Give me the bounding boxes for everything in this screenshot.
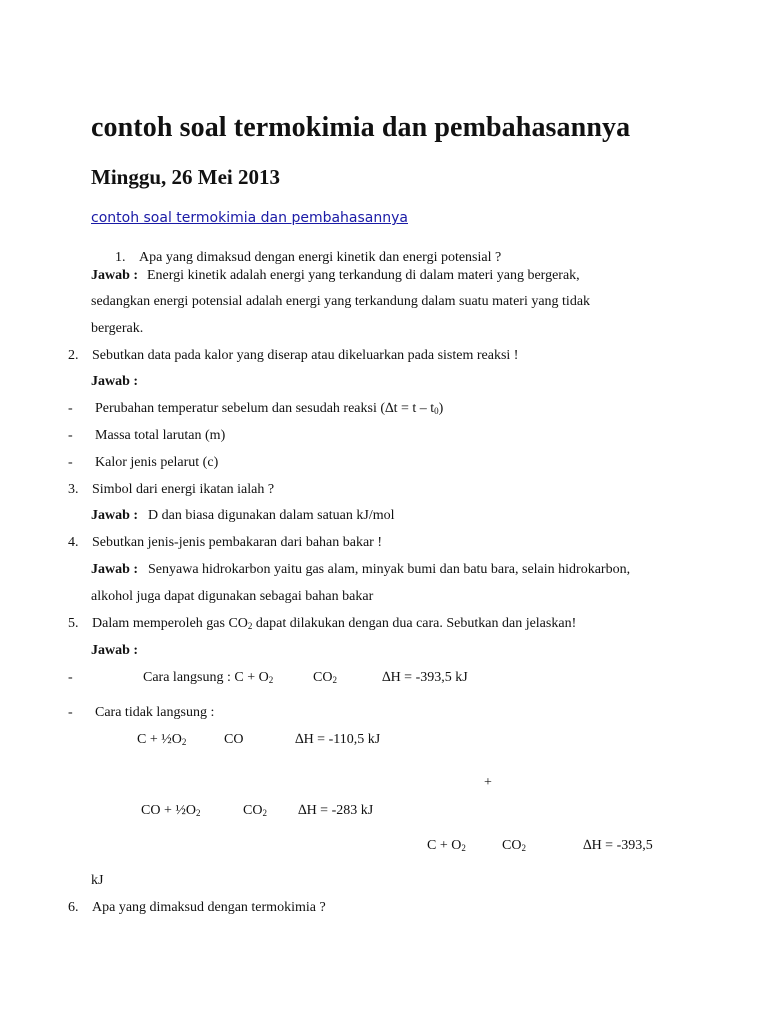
q2-item-heat: Kalor jenis pelarut (c) (95, 455, 219, 470)
q4-answer-line-1: Senyawa hidrokarbon yaitu gas alam, minyak bumi dan batu bara, selain hidrokarbon, (148, 562, 631, 577)
q5-number: 5. (68, 616, 79, 631)
reaction-2-lhs-sub: 2 (195, 808, 201, 818)
q4-jawab-label: Jawab : (91, 562, 139, 577)
reaction-3-product-sub: 2 (521, 843, 526, 853)
reaction-3-lhs-sub: 2 (461, 843, 466, 853)
q1-number: 1. (115, 250, 126, 265)
q5-text (92, 615, 576, 633)
cara-tidak-langsung-label: Cara tidak langsung : (95, 705, 215, 720)
title-link[interactable]: contoh soal termokimia dan pembahasannya (91, 210, 408, 226)
q2-item-temperature-close: ) (438, 401, 444, 416)
q2-jawab-label: Jawab : (91, 374, 139, 389)
q4-text: Sebutkan jenis-jenis pembakaran dari bahan bakar ! (92, 535, 383, 550)
q5-text-sub: 2 (247, 621, 253, 631)
q3-jawab-label: Jawab : (91, 508, 139, 523)
q2-bullet-2: - (68, 428, 73, 443)
q5-text-post: dapat dilakukan dengan dua cara. Sebutkan dan jelaskan! (252, 616, 577, 631)
reaction-3-product (502, 837, 526, 855)
q2-item-temperature-text: Perubahan temperatur sebelum dan sesudah reaksi ( (95, 401, 386, 416)
q1-answer-line-2: sedangkan energi potensial adalah energi yang terkandung dalam suatu materi yang tidak (91, 294, 591, 309)
post-date: Minggu, 26 Mei 2013 (91, 165, 280, 189)
page-title: contoh soal termokimia dan pembahasannya (91, 112, 631, 143)
cara-langsung-enthalpy: ∆H = -393,5 kJ (382, 670, 468, 685)
reaction-1-lhs-text: C + ½O (137, 732, 182, 747)
reaction-3-unit: kJ (91, 873, 104, 888)
reaction-3-lhs (427, 837, 466, 855)
q3-answer: D dan biasa digunakan dalam satuan kJ/mol (148, 508, 395, 523)
cara-langsung-product-text: CO (313, 670, 333, 685)
q5-bullet-2: - (68, 705, 73, 720)
cara-langsung-label: Cara langsung : C + O (143, 670, 269, 685)
cara-langsung-product (313, 669, 337, 687)
reaction-2-lhs (141, 802, 200, 820)
reaction-1-lhs-sub: 2 (181, 737, 187, 747)
cara-langsung-sub: 2 (268, 675, 274, 685)
reaction-1-product: CO (224, 732, 244, 747)
q4-number: 4. (68, 535, 79, 550)
reaction-2-enthalpy: ∆H = -283 kJ (298, 803, 374, 818)
q4-answer-line-2: alkohol juga dapat digunakan sebagai bahan bakar (91, 589, 374, 604)
reaction-2-lhs-text: CO + ½O (141, 803, 196, 818)
q2-bullet-1: - (68, 401, 73, 416)
q1-text: Apa yang dimaksud dengan energi kinetik dan energi potensial ? (139, 250, 502, 265)
q2-item-temperature (95, 400, 443, 418)
q5-jawab-label: Jawab : (91, 643, 139, 658)
q2-bullet-3: - (68, 455, 73, 470)
q1-jawab-label: Jawab : (91, 268, 139, 283)
q2-text: Sebutkan data pada kalor yang diserap atau dikeluarkan pada sistem reaksi ! (92, 348, 519, 363)
subscript-zero: 0 (434, 406, 439, 416)
q3-text: Simbol dari energi ikatan ialah ? (92, 482, 275, 497)
cara-langsung (143, 669, 273, 687)
reaction-3-enthalpy: ∆H = -393,5 (583, 838, 653, 853)
delta-symbol: ∆ (385, 401, 394, 416)
reaction-1-enthalpy: ∆H = -110,5 kJ (295, 732, 381, 747)
reaction-plus-sign: + (484, 775, 492, 790)
q6-text: Apa yang dimaksud dengan termokimia ? (92, 900, 326, 915)
q2-item-mass: Massa total larutan (m) (95, 428, 226, 443)
q5-text-pre: Dalam memperoleh gas CO (92, 616, 248, 631)
q5-bullet-1: - (68, 670, 73, 685)
q1-answer-line-1: Energi kinetik adalah energi yang terkandung di dalam materi yang bergerak, (147, 268, 580, 283)
reaction-2-product (243, 802, 267, 820)
q2-item-temperature-eq: t = t – t (393, 401, 435, 416)
q2-number: 2. (68, 348, 79, 363)
reaction-2-product-text: CO (243, 803, 263, 818)
reaction-1-lhs (137, 731, 186, 749)
q1-answer-line-3: bergerak. (91, 321, 144, 336)
cara-langsung-product-sub: 2 (332, 675, 337, 685)
reaction-3-product-text: CO (502, 838, 522, 853)
reaction-3-lhs-text: C + O (427, 838, 462, 853)
reaction-2-product-sub: 2 (262, 808, 267, 818)
q3-number: 3. (68, 482, 79, 497)
q6-number: 6. (68, 900, 79, 915)
